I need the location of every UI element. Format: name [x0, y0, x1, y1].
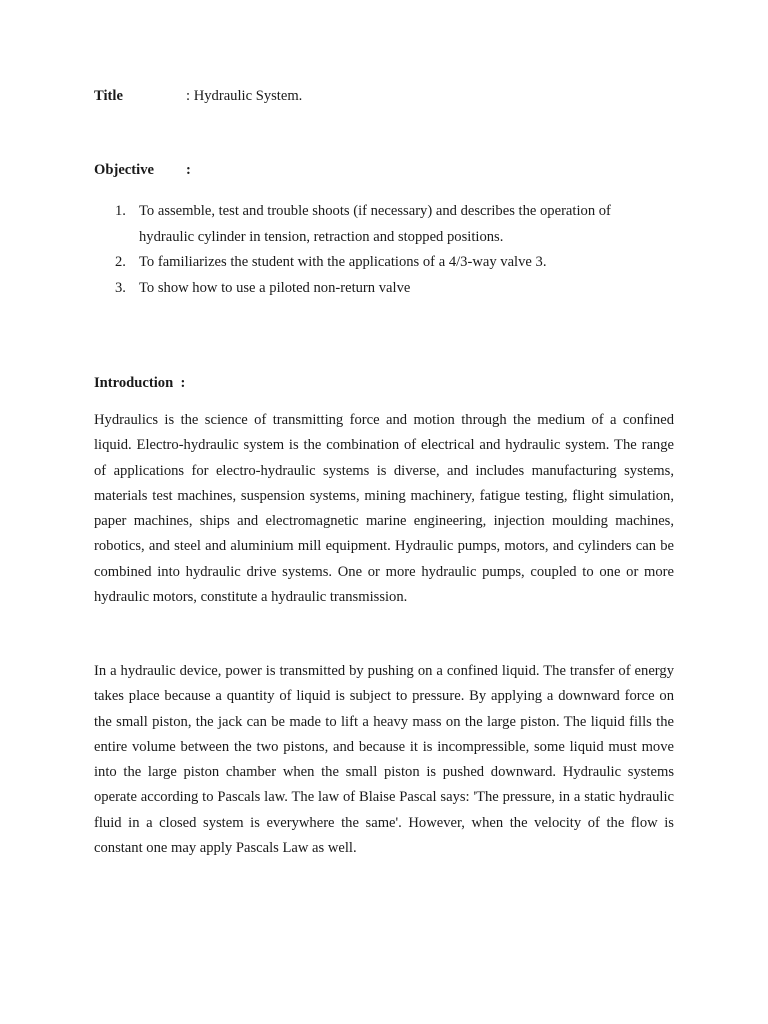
objective-text: To show how to use a piloted non-return valve [139, 279, 411, 296]
objective-heading [94, 162, 191, 179]
introduction-heading [94, 375, 185, 392]
introduction-paragraph-2: In a hydraulic device, power is transmitted by pushing on a confined liquid. The transfer of energy takes place because a quantity of liquid is subject to pressure. By applying a downward force on the small piston, the jack can be made to lift a heavy mass on the large piston. The liquid fills the entire volume between the two pistons, and because it is incompressible, some liquid must move into the large piston chamber when the small piston is pushed downward. Hydraulic systems operate according to Pascals law. The law of Blaise Pascal says: 'The pressure, in a static hydraulic fluid in a closed system is everywhere the same'. However, when the velocity of the flow is constant one may apply Pascals Law as well. [94, 663, 674, 857]
objective-number: 1. [115, 203, 126, 219]
objective-label: Objective [94, 162, 154, 178]
objective-text: To familiarizes the student with the applications of a 4/3-way valve 3. [139, 254, 547, 270]
introduction-colon: : [180, 375, 186, 391]
objective-number: 3. [115, 279, 126, 296]
objective-colon: : [186, 162, 191, 178]
introduction-label: Introduction [94, 375, 174, 391]
title-label: Title [94, 88, 123, 104]
title-line [94, 88, 302, 105]
objective-text: To assemble, test and trouble shoots (if necessary) and describes the operation of hydraulic cylinder in tension, retraction and stopped positions. [139, 203, 611, 245]
title-value: : Hydraulic System. [186, 88, 303, 104]
list-item [94, 199, 654, 250]
objectives-list [94, 199, 654, 301]
list-item [94, 250, 654, 276]
introduction-paragraph-1: Hydraulics is the science of transmitting force and motion through the medium of a confined liquid. Electro-hydraulic system is the combination of electrical and hydraulic system. The range of applications for electro-hydraulic systems is diverse, and includes manufacturing systems, materials test machines, suspension systems, mining machinery, fatigue testing, flight simulation, paper machines, ships and electromagnetic marine engineering, injection moulding machines, robotics, and steel and aluminium mill equipment. Hydraulic pumps, motors, and cylinders can be combined into hydraulic drive systems. One or more hydraulic pumps, coupled to one or more hydraulic motors, constitute a hydraulic transmission. [94, 412, 674, 606]
objective-number: 2. [115, 254, 126, 270]
list-item [94, 276, 654, 302]
